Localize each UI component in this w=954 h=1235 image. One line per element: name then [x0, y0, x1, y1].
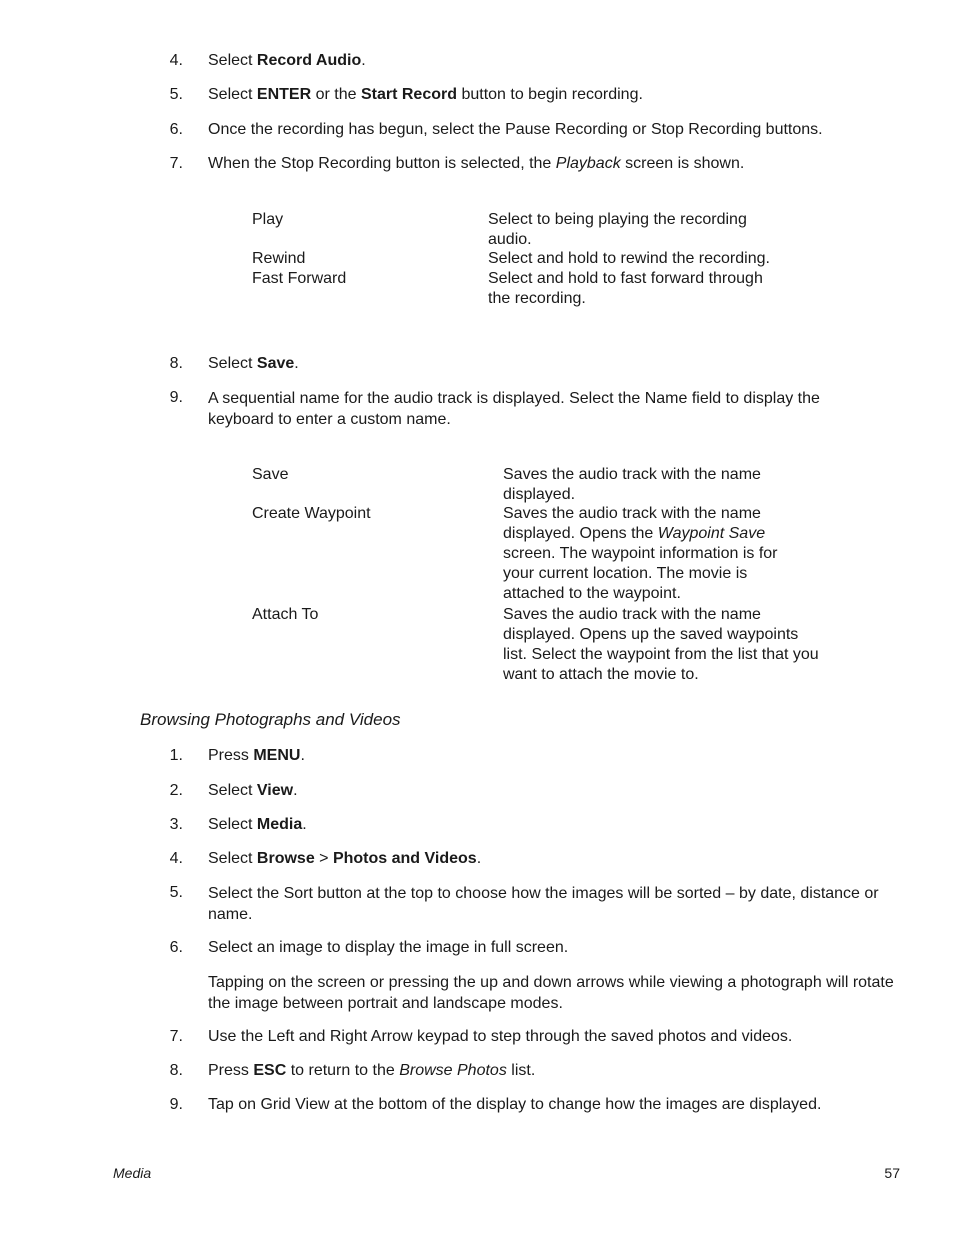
step-text: Once the recording has begun, select the Pause Recording or Stop Recording buttons.	[208, 121, 823, 138]
table-description: Select and hold to fast forward through the recording.	[488, 270, 763, 307]
step-number: 3.	[169, 816, 183, 833]
table-description: Saves the audio track with the name displayed. Opens up the saved waypoints list. Select the waypoint from the list that you want to attach the movie to.	[503, 606, 819, 683]
footer-section-name: Media	[113, 1165, 152, 1181]
section-heading: Browsing Photographs and Videos	[140, 710, 401, 729]
step-number: 2.	[169, 782, 183, 799]
step-number: 9.	[169, 1096, 183, 1113]
table-label: Save	[252, 466, 289, 483]
step-text: Select View.	[208, 782, 298, 799]
step-number: 6.	[169, 121, 183, 138]
step-text: Select Browse > Photos and Videos.	[208, 850, 482, 867]
step-text: Select an image to display the image in full screen.	[208, 939, 569, 956]
table-description: Saves the audio track with the name displayed.	[503, 466, 761, 503]
footer-page-number: 57	[884, 1165, 900, 1181]
step-number: 8.	[169, 355, 183, 372]
step-number: 9.	[169, 389, 183, 406]
table-label: Fast Forward	[252, 270, 347, 287]
table-description: Select to being playing the recording audio.	[488, 211, 747, 248]
step-text: Tapping on the screen or pressing the up and down arrows while viewing a photograph will rotate the image between portrait and landscape modes.	[208, 974, 894, 1012]
step-text: Select Record Audio.	[208, 52, 366, 69]
step-number: 4.	[169, 52, 183, 69]
step-text: Use the Left and Right Arrow keypad to step through the saved photos and videos.	[208, 1028, 793, 1045]
table-description: Saves the audio track with the name displayed. Opens the Waypoint Save screen. The waypoint information is for your current location. The movie is attached to the waypoint.	[503, 505, 778, 602]
table-label: Play	[252, 211, 284, 228]
step-number: 7.	[169, 1028, 183, 1045]
step-text: Press MENU.	[208, 747, 305, 764]
step-number: 1.	[169, 747, 183, 764]
step-number: 8.	[169, 1062, 183, 1079]
table-description: Select and hold to rewind the recording.	[488, 250, 770, 267]
step-text: Select ENTER or the Start Record button to begin recording.	[208, 86, 643, 103]
step-number: 7.	[169, 155, 183, 172]
step-text: Select the Sort button at the top to choose how the images will be sorted – by date, distance or name.	[208, 885, 879, 923]
step-number: 5.	[169, 86, 183, 103]
step-number: 6.	[169, 939, 183, 956]
step-number: 4.	[169, 850, 183, 867]
table-label: Attach To	[252, 606, 319, 623]
step-text: Press ESC to return to the Browse Photos list.	[208, 1062, 536, 1079]
table-label: Rewind	[252, 250, 306, 267]
table-label: Create Waypoint	[252, 505, 371, 522]
step-number: 5.	[169, 884, 183, 901]
step-text: When the Stop Recording button is selected, the Playback screen is shown.	[208, 155, 745, 172]
step-text: Select Media.	[208, 816, 307, 833]
step-text: Select Save.	[208, 355, 299, 372]
step-text: Tap on Grid View at the bottom of the display to change how the images are displayed.	[208, 1096, 822, 1113]
step-text: A sequential name for the audio track is displayed. Select the Name field to display the keyboard to enter a custom name.	[208, 390, 820, 428]
